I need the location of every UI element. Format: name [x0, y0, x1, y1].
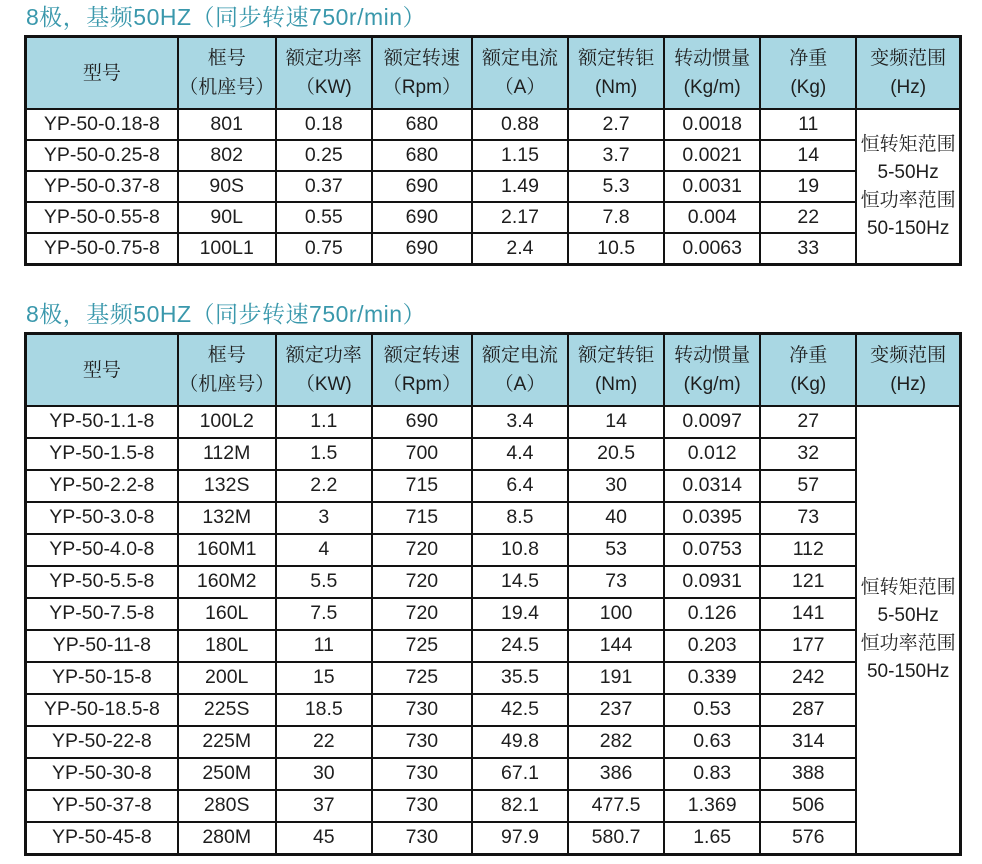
table-cell: YP-50-0.75-8: [26, 233, 178, 265]
table-cell: 237: [568, 694, 664, 726]
frequency-range-line: 恒功率范围: [860, 633, 956, 654]
table-cell: YP-50-3.0-8: [26, 502, 178, 534]
frequency-range-line: 5-50Hz: [877, 605, 939, 626]
table-cell: 100: [568, 598, 664, 630]
table-cell: 0.012: [664, 438, 760, 470]
table-cell: YP-50-11-8: [26, 630, 178, 662]
table-row: [26, 598, 961, 630]
table-cell: 30: [568, 470, 664, 502]
column-header: 净重 (Kg): [760, 37, 856, 110]
table-row: [26, 790, 961, 822]
column-header: 净重 (Kg): [760, 334, 856, 407]
table-cell: 177: [760, 630, 856, 662]
table-cell: 100L2: [178, 406, 276, 438]
table-cell: YP-50-37-8: [26, 790, 178, 822]
table-cell: 715: [372, 502, 472, 534]
table-row: [26, 171, 961, 202]
table-cell: 386: [568, 758, 664, 790]
column-header: 型号: [26, 334, 178, 407]
table-cell: 580.7: [568, 822, 664, 855]
table-cell: 4.4: [472, 438, 568, 470]
motor-spec-section-2: [24, 300, 964, 856]
table-row: [26, 202, 961, 233]
table-cell: 90S: [178, 171, 276, 202]
table-cell: 0.004: [664, 202, 760, 233]
table-cell: 3.7: [568, 140, 664, 171]
table-cell: 0.63: [664, 726, 760, 758]
table-row: [26, 233, 961, 265]
table-row: [26, 109, 961, 140]
table-cell: 141: [760, 598, 856, 630]
table-cell: 132M: [178, 502, 276, 534]
table-cell: 287: [760, 694, 856, 726]
table-cell: 160M2: [178, 566, 276, 598]
table-cell: 3.4: [472, 406, 568, 438]
table-cell: 314: [760, 726, 856, 758]
table-cell: 700: [372, 438, 472, 470]
table-cell: 730: [372, 694, 472, 726]
table-cell: 242: [760, 662, 856, 694]
table-cell: 19: [760, 171, 856, 202]
table-cell: 680: [372, 109, 472, 140]
table-cell: 67.1: [472, 758, 568, 790]
table-cell: 0.37: [276, 171, 372, 202]
table-cell: 73: [760, 502, 856, 534]
table-cell: 802: [178, 140, 276, 171]
table-cell: YP-50-45-8: [26, 822, 178, 855]
table-cell: 160M1: [178, 534, 276, 566]
table-row: [26, 470, 961, 502]
section-title: 8极，基频50HZ（同步转速750r/min）: [26, 4, 427, 30]
frequency-range-line: 恒转矩范围: [860, 133, 956, 155]
table-row: [26, 502, 961, 534]
table-cell: YP-50-0.55-8: [26, 202, 178, 233]
table-cell: 725: [372, 630, 472, 662]
motor-spec-table-1: [24, 35, 962, 266]
table-cell: 730: [372, 758, 472, 790]
table-cell: 18.5: [276, 694, 372, 726]
table-cell: 225M: [178, 726, 276, 758]
table-cell: 121: [760, 566, 856, 598]
table-cell: 0.25: [276, 140, 372, 171]
table-cell: 225S: [178, 694, 276, 726]
motor-spec-section-1: [24, 3, 964, 266]
table-cell: 725: [372, 662, 472, 694]
table-cell: 33: [760, 233, 856, 265]
table-cell: 0.0753: [664, 534, 760, 566]
table-cell: 0.0018: [664, 109, 760, 140]
motor-spec-table-2: [24, 332, 962, 856]
table-cell: 0.0314: [664, 470, 760, 502]
table-cell: 801: [178, 109, 276, 140]
table-cell: YP-50-30-8: [26, 758, 178, 790]
table-cell: 0.339: [664, 662, 760, 694]
table-row: [26, 438, 961, 470]
table-cell: 32: [760, 438, 856, 470]
column-header: 转动惯量 (Kg/m): [664, 37, 760, 110]
table-cell: 1.369: [664, 790, 760, 822]
table-cell: 0.55: [276, 202, 372, 233]
table-cell: 24.5: [472, 630, 568, 662]
table-cell: YP-50-0.25-8: [26, 140, 178, 171]
table-cell: 4: [276, 534, 372, 566]
table-row: [26, 726, 961, 758]
frequency-range-line: 50-150Hz: [866, 661, 950, 682]
table-cell: 15: [276, 662, 372, 694]
frequency-range-line: 恒功率范围: [860, 189, 956, 211]
table-row: [26, 662, 961, 694]
table-cell: 0.0395: [664, 502, 760, 534]
table-cell: 180L: [178, 630, 276, 662]
table-cell: YP-50-15-8: [26, 662, 178, 694]
column-header: 额定电流 （A）: [472, 37, 568, 110]
table-cell: 0.75: [276, 233, 372, 265]
table-cell: 144: [568, 630, 664, 662]
table-cell: 0.0097: [664, 406, 760, 438]
table-cell: 10.8: [472, 534, 568, 566]
column-header: 额定电流 （A）: [472, 334, 568, 407]
table-cell: 1.49: [472, 171, 568, 202]
header-row: [26, 334, 961, 407]
table-cell: 0.0031: [664, 171, 760, 202]
table-cell: 3: [276, 502, 372, 534]
table-cell: 2.17: [472, 202, 568, 233]
table-cell: 49.8: [472, 726, 568, 758]
frequency-range-line: 50-150Hz: [866, 217, 950, 239]
table-cell: 10.5: [568, 233, 664, 265]
table-cell: 57: [760, 470, 856, 502]
table-cell: 42.5: [472, 694, 568, 726]
table-cell: 132S: [178, 470, 276, 502]
table-cell: 97.9: [472, 822, 568, 855]
table-cell: 22: [276, 726, 372, 758]
table-cell: 715: [372, 470, 472, 502]
column-header: 框号 （机座号）: [178, 334, 276, 407]
table-cell: 45: [276, 822, 372, 855]
table-cell: 720: [372, 566, 472, 598]
table-cell: 720: [372, 534, 472, 566]
table-cell: 730: [372, 726, 472, 758]
table-cell: 690: [372, 406, 472, 438]
table-cell: 20.5: [568, 438, 664, 470]
table-cell: 730: [372, 790, 472, 822]
table-cell: 2.2: [276, 470, 372, 502]
table-cell: YP-50-1.5-8: [26, 438, 178, 470]
column-header: 框号 （机座号）: [178, 37, 276, 110]
table-cell: 0.88: [472, 109, 568, 140]
table-cell: 2.4: [472, 233, 568, 265]
table-cell: YP-50-2.2-8: [26, 470, 178, 502]
table-cell: 19.4: [472, 598, 568, 630]
column-header: 额定转钜 (Nm): [568, 37, 664, 110]
table-row: [26, 406, 961, 438]
column-header: 变频范围 (Hz): [856, 334, 960, 407]
table-cell: 1.15: [472, 140, 568, 171]
table-cell: 1.5: [276, 438, 372, 470]
table-cell: 73: [568, 566, 664, 598]
table-cell: 11: [276, 630, 372, 662]
column-header: 变频范围 (Hz): [856, 37, 960, 110]
table-cell: 690: [372, 233, 472, 265]
table-cell: YP-50-5.5-8: [26, 566, 178, 598]
table-cell: 160L: [178, 598, 276, 630]
column-header: 额定转速 （Rpm）: [372, 37, 472, 110]
table-cell: 0.83: [664, 758, 760, 790]
column-header: 转动惯量 (Kg/m): [664, 334, 760, 407]
column-header: 型号: [26, 37, 178, 110]
table-cell: 730: [372, 822, 472, 855]
frequency-range-cell: [856, 109, 960, 265]
table-cell: YP-50-1.1-8: [26, 406, 178, 438]
table-cell: YP-50-0.18-8: [26, 109, 178, 140]
table-cell: 27: [760, 406, 856, 438]
table-cell: 0.203: [664, 630, 760, 662]
table-cell: 37: [276, 790, 372, 822]
table-row: [26, 694, 961, 726]
table-cell: 0.0021: [664, 140, 760, 171]
table-row: [26, 630, 961, 662]
table-cell: 8.5: [472, 502, 568, 534]
table-cell: 5.5: [276, 566, 372, 598]
table-cell: 280M: [178, 822, 276, 855]
table-cell: 506: [760, 790, 856, 822]
header-row: [26, 37, 961, 110]
table-cell: 40: [568, 502, 664, 534]
table-cell: 280S: [178, 790, 276, 822]
table-cell: YP-50-7.5-8: [26, 598, 178, 630]
frequency-range-line: 恒转矩范围: [860, 577, 956, 598]
table-cell: YP-50-4.0-8: [26, 534, 178, 566]
table-cell: 388: [760, 758, 856, 790]
table-cell: 0.0063: [664, 233, 760, 265]
table-cell: 112: [760, 534, 856, 566]
table-cell: 477.5: [568, 790, 664, 822]
table-row: [26, 140, 961, 171]
table-cell: 282: [568, 726, 664, 758]
table-cell: 14: [568, 406, 664, 438]
table-cell: 1.1: [276, 406, 372, 438]
table-cell: 112M: [178, 438, 276, 470]
table-cell: 5.3: [568, 171, 664, 202]
frequency-range-line: 5-50Hz: [877, 161, 939, 183]
table-cell: 0.0931: [664, 566, 760, 598]
table-cell: 6.4: [472, 470, 568, 502]
column-header: 额定功率 （KW): [276, 37, 372, 110]
table-cell: 35.5: [472, 662, 568, 694]
table-cell: 7.5: [276, 598, 372, 630]
section-title: 8极，基频50HZ（同步转速750r/min）: [26, 301, 427, 327]
column-header: 额定转钜 (Nm): [568, 334, 664, 407]
table-cell: 14.5: [472, 566, 568, 598]
table-cell: 100L1: [178, 233, 276, 265]
table-cell: 11: [760, 109, 856, 140]
table-cell: 680: [372, 140, 472, 171]
table-cell: 250M: [178, 758, 276, 790]
table-cell: 720: [372, 598, 472, 630]
table-cell: YP-50-22-8: [26, 726, 178, 758]
table-cell: 690: [372, 202, 472, 233]
table-cell: 191: [568, 662, 664, 694]
column-header: 额定功率 （KW): [276, 334, 372, 407]
table-cell: 200L: [178, 662, 276, 694]
table-cell: 0.18: [276, 109, 372, 140]
table-row: [26, 566, 961, 598]
table-row: [26, 758, 961, 790]
table-cell: 53: [568, 534, 664, 566]
table-cell: YP-50-18.5-8: [26, 694, 178, 726]
table-row: [26, 534, 961, 566]
table-cell: 82.1: [472, 790, 568, 822]
frequency-range-cell: [856, 406, 960, 855]
table-cell: YP-50-0.37-8: [26, 171, 178, 202]
table-row: [26, 822, 961, 855]
table-cell: 1.65: [664, 822, 760, 855]
table-cell: 2.7: [568, 109, 664, 140]
table-cell: 690: [372, 171, 472, 202]
table-cell: 576: [760, 822, 856, 855]
table-cell: 0.53: [664, 694, 760, 726]
table-cell: 30: [276, 758, 372, 790]
table-cell: 22: [760, 202, 856, 233]
table-cell: 7.8: [568, 202, 664, 233]
table-cell: 90L: [178, 202, 276, 233]
table-cell: 14: [760, 140, 856, 171]
column-header: 额定转速 （Rpm）: [372, 334, 472, 407]
table-cell: 0.126: [664, 598, 760, 630]
